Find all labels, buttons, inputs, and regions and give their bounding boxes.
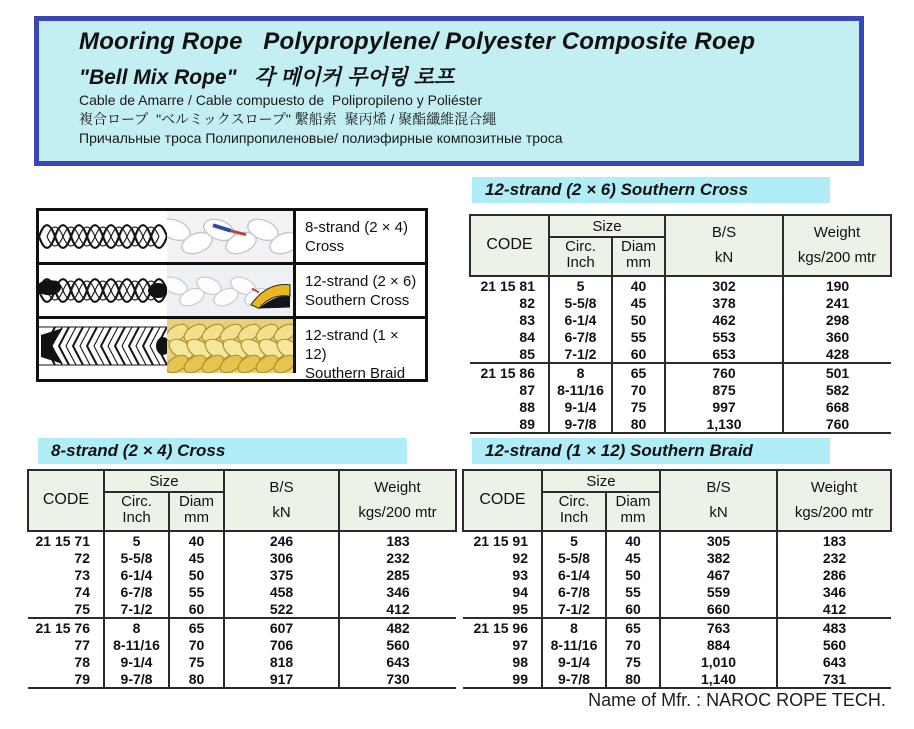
spec-table-body	[470, 276, 891, 433]
spec-table-body	[28, 531, 456, 688]
circ-cell: 6-1/4	[104, 566, 169, 583]
code-cell: 21 15 81	[480, 277, 535, 294]
code-cell: 92	[512, 549, 528, 566]
spec-row	[28, 566, 456, 583]
weight-label: Weight	[374, 478, 421, 496]
circ-cell: 9-1/4	[104, 653, 169, 670]
bs-cell: 1,130	[665, 415, 783, 433]
code-cell: 93	[512, 566, 528, 583]
diam-cell: 65	[606, 618, 660, 636]
circ-cell: 7-1/2	[549, 345, 612, 363]
bs-cell: 458	[224, 583, 339, 600]
column-header-weight	[339, 470, 456, 531]
circ-cell: 9-7/8	[104, 670, 169, 688]
column-header-code: CODE	[28, 470, 104, 531]
code-cell: 75	[74, 600, 90, 617]
diam-cell: 65	[169, 618, 224, 636]
bs-cell: 875	[665, 381, 783, 398]
code-cell: 89	[519, 415, 535, 432]
wt-cell: 298	[783, 311, 891, 328]
rope-row-southern-cross	[39, 265, 425, 319]
code-cell: 74	[74, 583, 90, 600]
diam-cell: 50	[612, 311, 665, 328]
diam-label: Diam	[620, 238, 656, 255]
circ-cell: 8	[549, 363, 612, 381]
rope-types-panel	[36, 208, 428, 382]
code-cell: 87	[519, 381, 535, 398]
rope-label-southern-cross	[293, 265, 425, 316]
circ-cell: 7-1/2	[542, 600, 606, 618]
wt-cell: 232	[777, 549, 891, 566]
diam-cell: 45	[606, 549, 660, 566]
wt-cell: 428	[783, 345, 891, 363]
wt-cell: 183	[777, 531, 891, 549]
bs-cell: 378	[665, 294, 783, 311]
diam-cell: 40	[612, 276, 665, 294]
column-header-code: CODE	[463, 470, 542, 531]
spec-row	[470, 363, 891, 381]
bs-cell: 467	[660, 566, 777, 583]
column-header-diam	[612, 237, 665, 276]
wt-cell: 412	[339, 600, 456, 618]
code-cell: 98	[512, 653, 528, 670]
diam-cell: 70	[169, 636, 224, 653]
diam-cell: 55	[612, 328, 665, 345]
diam-cell: 65	[612, 363, 665, 381]
diam-cell: 45	[612, 294, 665, 311]
bs-cell: 375	[224, 566, 339, 583]
code-cell: 79	[74, 670, 90, 687]
diam-cell: 60	[612, 345, 665, 363]
code-cell: 21 15 86	[470, 363, 549, 381]
bs-cell: 653	[665, 345, 783, 363]
section-title-southern-cross: 12-strand (2 × 6) Southern Cross	[472, 177, 830, 203]
circ-cell: 5-5/8	[104, 549, 169, 566]
rope-line-drawing-southern-braid-icon	[39, 319, 167, 373]
wt-cell: 286	[777, 566, 891, 583]
code-cell: 97	[512, 636, 528, 653]
spec-row	[463, 670, 891, 688]
code-cell: 21 15 71	[35, 532, 90, 549]
bs-cell: 522	[224, 600, 339, 618]
bs-cell: 660	[660, 600, 777, 618]
wt-cell: 360	[783, 328, 891, 345]
page-subtitle-brand: "Bell Mix Rope" 각 메이커 무어링 로프	[79, 66, 455, 89]
wt-cell: 731	[777, 670, 891, 688]
diam-cell: 55	[169, 583, 224, 600]
code-cell: 83	[519, 311, 535, 328]
rope-label-line2: Cross	[305, 238, 345, 255]
diam-cell: 40	[606, 531, 660, 549]
bs-cell: 559	[660, 583, 777, 600]
spec-row	[470, 294, 891, 311]
bs-cell: 997	[665, 398, 783, 415]
wt-cell: 730	[339, 670, 456, 688]
code-cell: 84	[519, 328, 535, 345]
rope-line-drawing-southern-cross-icon	[39, 265, 167, 316]
diam-unit: mm	[184, 509, 209, 526]
code-cell: 95	[512, 600, 528, 617]
column-header-size: Size	[549, 215, 665, 237]
rope-photo-southern-braid-icon	[167, 319, 293, 373]
column-header-bs	[224, 470, 339, 531]
spec-row	[470, 398, 891, 415]
rope-label-line2: Southern Cross	[305, 292, 410, 309]
bs-unit: kN	[709, 503, 728, 521]
circ-unit: Inch	[122, 509, 151, 526]
circ-unit: Inch	[566, 254, 595, 271]
subtitle-russian: Причальные троса Полипропиленовые/ полиэфирные композитные троса	[79, 130, 563, 146]
column-header-size: Size	[104, 470, 224, 492]
code-cell: 21 15 91	[473, 532, 528, 549]
circ-cell: 6-7/8	[542, 583, 606, 600]
bs-cell: 884	[660, 636, 777, 653]
spec-row	[28, 583, 456, 600]
wt-cell: 241	[783, 294, 891, 311]
wt-cell: 232	[339, 549, 456, 566]
circ-cell: 9-7/8	[549, 415, 612, 433]
spec-row	[28, 618, 456, 636]
spec-row	[463, 653, 891, 670]
circ-cell: 5	[542, 531, 606, 549]
column-header-circ	[104, 492, 169, 531]
spec-row	[470, 328, 891, 345]
spec-row	[28, 531, 456, 549]
circ-cell: 5	[549, 276, 612, 294]
spec-table-southern-cross	[469, 214, 892, 434]
bs-cell: 818	[224, 653, 339, 670]
column-header-diam	[606, 492, 660, 531]
bs-cell: 1,140	[660, 670, 777, 688]
bs-cell: 382	[660, 549, 777, 566]
wt-cell: 560	[339, 636, 456, 653]
circ-label: Circ.	[565, 238, 596, 255]
code-cell: 94	[512, 583, 528, 600]
code-cell: 21 15 96	[463, 618, 542, 636]
wt-cell: 668	[783, 398, 891, 415]
wt-cell: 412	[777, 600, 891, 618]
column-header-diam	[169, 492, 224, 531]
bs-cell: 760	[665, 363, 783, 381]
diam-cell: 70	[606, 636, 660, 653]
circ-cell: 8-11/16	[549, 381, 612, 398]
column-header-bs	[665, 215, 783, 276]
circ-cell: 9-1/4	[549, 398, 612, 415]
weight-unit: kgs/200 mtr	[358, 503, 437, 521]
bs-unit: kN	[714, 248, 734, 266]
rope-label-cross	[293, 211, 425, 262]
page-title: Mooring Rope Polypropylene/ Polyester Composite Roep	[79, 28, 756, 55]
wt-cell: 346	[339, 583, 456, 600]
bs-cell: 246	[224, 531, 339, 549]
column-header-weight	[783, 215, 891, 276]
circ-cell: 8	[542, 618, 606, 636]
spec-row	[28, 653, 456, 670]
subtitle-spanish: Cable de Amarre / Cable compuesto de Polipropileno y Poliéster	[79, 92, 483, 108]
bs-cell: 302	[665, 276, 783, 294]
spec-table-southern-braid	[462, 469, 892, 689]
spec-row	[463, 549, 891, 566]
section-title-cross: 8-strand (2 × 4) Cross	[38, 438, 407, 464]
diam-unit: mm	[620, 509, 646, 526]
spec-table-cross	[27, 469, 457, 689]
rope-row-cross	[39, 211, 425, 265]
wt-cell: 183	[339, 531, 456, 549]
rope-label-line2: Southern Braid	[305, 365, 406, 382]
diam-unit: mm	[626, 254, 651, 271]
spec-row	[28, 670, 456, 688]
rope-line-drawing-cross-icon	[39, 211, 167, 262]
circ-cell: 8-11/16	[542, 636, 606, 653]
code-cell: 72	[74, 549, 90, 566]
weight-unit: kgs/200 mtr	[797, 248, 877, 266]
rope-row-southern-braid	[39, 319, 425, 382]
section-title-southern-braid: 12-strand (1 × 12) Southern Braid	[472, 438, 830, 464]
bs-cell: 763	[660, 618, 777, 636]
diam-cell: 75	[612, 398, 665, 415]
diam-cell: 70	[612, 381, 665, 398]
spec-row	[28, 549, 456, 566]
code-cell: 88	[519, 398, 535, 415]
rope-label-line1: 8-strand (2 × 4)	[305, 219, 408, 236]
circ-cell: 9-1/4	[542, 653, 606, 670]
circ-cell: 5-5/8	[542, 549, 606, 566]
column-header-circ	[542, 492, 606, 531]
bs-cell: 306	[224, 549, 339, 566]
code-cell: 99	[512, 670, 528, 687]
wt-cell: 643	[339, 653, 456, 670]
circ-label: Circ.	[121, 493, 152, 510]
wt-cell: 346	[777, 583, 891, 600]
column-header-size: Size	[542, 470, 660, 492]
wt-cell: 760	[783, 415, 891, 433]
diam-cell: 60	[606, 600, 660, 618]
circ-cell: 6-7/8	[104, 583, 169, 600]
spec-row	[463, 600, 891, 618]
weight-unit: kgs/200 mtr	[794, 503, 874, 521]
wt-cell: 190	[783, 276, 891, 294]
circ-cell: 6-1/4	[542, 566, 606, 583]
wt-cell: 582	[783, 381, 891, 398]
diam-cell: 55	[606, 583, 660, 600]
circ-cell: 5	[104, 531, 169, 549]
header-banner	[34, 16, 864, 166]
circ-cell: 6-1/4	[549, 311, 612, 328]
bs-label: B/S	[711, 223, 737, 241]
diam-cell: 80	[606, 670, 660, 688]
bs-label: B/S	[269, 478, 294, 496]
diam-cell: 60	[169, 600, 224, 618]
circ-cell: 5-5/8	[549, 294, 612, 311]
spec-table-body	[463, 531, 891, 688]
wt-cell: 501	[783, 363, 891, 381]
diam-label: Diam	[178, 493, 214, 510]
code-cell: 78	[74, 653, 90, 670]
column-header-circ	[549, 237, 612, 276]
bs-cell: 706	[224, 636, 339, 653]
wt-cell: 482	[339, 618, 456, 636]
spec-row	[470, 276, 891, 294]
spec-row	[470, 345, 891, 363]
manufacturer-note: Name of Mfr. : NAROC ROPE TECH.	[588, 690, 886, 710]
bs-label: B/S	[706, 478, 731, 496]
weight-label: Weight	[813, 223, 861, 241]
weight-label: Weight	[810, 478, 858, 496]
rope-photo-southern-cross-icon	[167, 265, 293, 316]
code-cell: 82	[519, 294, 535, 311]
spec-row	[463, 531, 891, 549]
circ-cell: 6-7/8	[549, 328, 612, 345]
spec-row	[470, 311, 891, 328]
diam-cell: 40	[169, 531, 224, 549]
rope-label-southern-braid	[293, 319, 425, 382]
code-cell: 85	[519, 345, 535, 362]
spec-row	[463, 636, 891, 653]
diam-cell: 75	[606, 653, 660, 670]
column-header-weight	[777, 470, 891, 531]
rope-label-line1: 12-strand (1 × 12)	[305, 327, 399, 363]
bs-cell: 462	[665, 311, 783, 328]
code-cell: 21 15 76	[28, 618, 104, 636]
wt-cell: 483	[777, 618, 891, 636]
circ-cell: 8	[104, 618, 169, 636]
code-cell: 77	[74, 636, 90, 653]
wt-cell: 285	[339, 566, 456, 583]
rope-label-line1: 12-strand (2 × 6)	[305, 273, 417, 290]
rope-photo-cross-icon	[167, 211, 293, 262]
bs-cell: 553	[665, 328, 783, 345]
diam-cell: 80	[169, 670, 224, 688]
wt-cell: 560	[777, 636, 891, 653]
diam-cell: 50	[169, 566, 224, 583]
bs-cell: 1,010	[660, 653, 777, 670]
diam-cell: 45	[169, 549, 224, 566]
column-header-bs	[660, 470, 777, 531]
bs-cell: 607	[224, 618, 339, 636]
spec-row	[463, 566, 891, 583]
diam-cell: 50	[606, 566, 660, 583]
column-header-code: CODE	[470, 215, 549, 276]
circ-cell: 9-7/8	[542, 670, 606, 688]
spec-row	[463, 618, 891, 636]
circ-cell: 8-11/16	[104, 636, 169, 653]
bs-cell: 305	[660, 531, 777, 549]
diam-label: Diam	[615, 493, 651, 510]
spec-row	[28, 600, 456, 618]
spec-row	[470, 381, 891, 398]
circ-unit: Inch	[559, 509, 589, 526]
spec-row	[28, 636, 456, 653]
bs-unit: kN	[272, 503, 291, 521]
subtitle-cjk: 複合ロープ "ベルミックスロープ" 繫船索 聚丙烯 / 聚酯纖維混合繩	[79, 111, 497, 127]
spec-row	[463, 583, 891, 600]
spec-row	[470, 415, 891, 433]
circ-cell: 7-1/2	[104, 600, 169, 618]
bs-cell: 917	[224, 670, 339, 688]
circ-label: Circ.	[558, 493, 590, 510]
diam-cell: 80	[612, 415, 665, 433]
code-cell: 73	[74, 566, 90, 583]
wt-cell: 643	[777, 653, 891, 670]
diam-cell: 75	[169, 653, 224, 670]
